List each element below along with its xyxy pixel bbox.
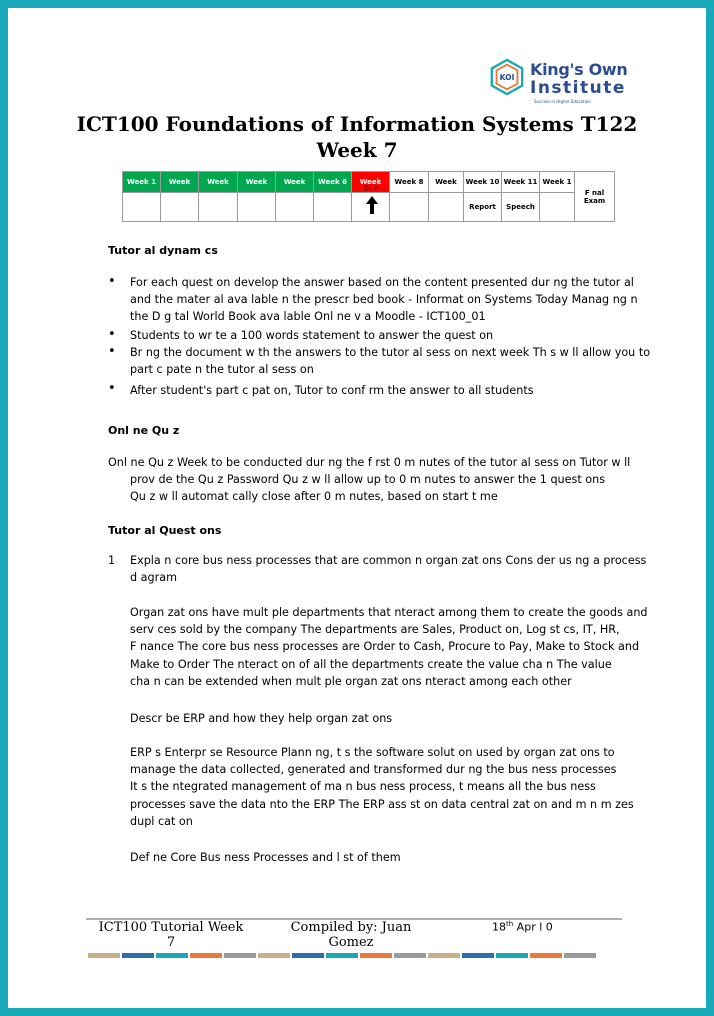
question-3: Def ne Core Bus ness Processes and l st of them [130,851,401,864]
week-cell-5: Week [276,172,314,193]
text-line: Onl ne Qu z Week to be conducted dur ng the f rst 0 m nutes of the tutor al sess on Tutor w ll [108,456,631,469]
stripe-segment [394,953,426,958]
speech-cell: Speech [502,193,540,222]
text-line: ERP s Enterpr se Resource Plann ng, t s the software solut on used by organ zat ons to [130,746,615,759]
week-cell-9: Week [429,172,464,193]
week-cell-8: Week 8 [390,172,429,193]
footer-author [276,920,426,950]
stripe-segment [156,953,188,958]
text-line: manage the data collected, generated and transformed dur ng the bus ness processes [130,763,617,777]
week-cell-2: Week [161,172,199,193]
question-number: 1 [108,554,116,567]
text-line: and the mater al ava lable n the prescr bed book - Informat on Systems Today Manag ng n [130,293,638,307]
text-line: part c pate n the tutor al sess on [130,363,314,377]
stripe-segment [258,953,290,958]
text-line: Organ zat ons have mult ple departments that nteract among them to create the goods and [130,606,648,619]
dynamics-bullet-1 [130,274,638,326]
week-cell-6: Week 6 [314,172,352,193]
questions-heading: Tutor al Quest ons [108,524,222,537]
week-sub-cell [390,193,429,222]
week-cell-1: Week 1 [123,172,161,193]
report-cell: Report [464,193,502,222]
page-title [8,111,706,163]
stripe-segment [326,953,358,958]
final-exam-cell: F nal Exam [575,172,615,222]
dynamics-bullet-4 [130,382,534,399]
dynamics-heading: Tutor al dynam cs [108,244,218,257]
text-line: F nance The core bus ness processes are Order to Cash, Procure to Pay, Make to Stock and [130,640,640,654]
kings-own-institute-logo [484,52,634,108]
dynamics-bullet-3 [130,344,650,378]
stripe-segment [462,953,494,958]
week-schedule-table [122,171,615,222]
quiz-label: Qu z [363,185,378,192]
week-cell-11: Week 11 [502,172,540,193]
dynamics-bullet-2 [130,327,493,344]
text-line: prov de the Qu z Password Qu z w ll allow up to 0 m nutes to answer the 1 quest ons [130,473,606,487]
stripe-segment [292,953,324,958]
stripe-segment [428,953,460,958]
week-cell-4: Week [238,172,276,193]
bullet-icon: • [108,327,116,342]
stripe-segment [122,953,154,958]
bullet-icon: • [108,381,116,396]
title-line1: ICT100 Foundations of Information Systems T122 [76,112,638,136]
text-line: processes save the data nto the ERP The ERP ass st on data central zat on and m n m zes [130,797,634,811]
text-line: 7 [166,935,176,950]
quiz-marker-cell [352,185,390,222]
svg-text:KOI: KOI [499,72,515,82]
bullet-icon: • [108,344,116,359]
bullet-icon: • [108,274,116,289]
question-1 [130,552,646,586]
week-sub-cell [199,193,238,222]
answer-2 [130,744,634,830]
title-line2: Week 7 [316,138,398,162]
week-sub-cell [123,193,161,222]
stripe-segment [360,953,392,958]
week-sub-cell [238,193,276,222]
stripe-segment [530,953,562,958]
week-sub-cell [276,193,314,222]
text-line: the D g tal World Book ava lable Onl ne v a Moodle - ICT100_01 [130,310,486,324]
text-line: Compiled by: Juan [290,920,412,935]
footer-date [492,920,553,934]
week-cell-3: Week [199,172,238,193]
date-day: 18 [492,920,506,934]
stripe-segment [190,953,222,958]
stripe-segment [564,953,596,958]
text-line: d agram [130,571,177,585]
stripe-segment [88,953,120,958]
week-cell-10: Week 10 [464,172,502,193]
date-suffix: th [506,920,514,928]
text-line: serv ces sold by the company The departments are Sales, Product on, Log st cs, IT, HR, [130,623,620,637]
week-sub-cell [161,193,199,222]
text-line: Br ng the document w th the answers to the tutor al sess on next week Th s w ll allow you to [130,346,651,359]
text-line: It s the ntegrated management of ma n bus ness process, t means all the bus ness [130,780,596,794]
quiz-heading: Onl ne Qu z [108,424,180,437]
logo-line1: King's Own [530,60,628,79]
text-line: dupl cat on [130,814,193,828]
week-sub-cell [540,193,575,222]
answer-1 [130,604,648,690]
text-line: Students to wr te a 100 words statement to answer the quest on [130,329,494,342]
text-line: Make to Order The nteract on of all the departments create the value cha n The value [130,657,612,671]
text-line: After student's part c pat on, Tutor to conf rm the answer to all students [130,384,534,397]
text-line: Expla n core bus ness processes that are common n organ zat ons Cons der us ng a process [130,554,647,567]
week-sub-cell [314,193,352,222]
stripe-segment [224,953,256,958]
quiz-paragraph [108,454,630,506]
text-line: cha n can be extended when mult ple organ zat ons nteract among each other [130,674,572,688]
koi-badge-icon [488,58,526,96]
document-page [8,8,706,1008]
date-rest: Apr l 0 [513,920,553,934]
logo-line2: Institute [530,78,626,98]
arrow-up-icon [362,195,382,215]
text-line: ICT100 Tutorial Week [98,920,244,935]
text-line: Qu z w ll automat cally close after 0 m nutes, based on start t me [130,490,498,504]
logo-tagline: Success in Higher Education [534,99,591,104]
footer-course [86,920,256,950]
week-cell-12: Week 1 [540,172,575,193]
text-line: Gomez [328,935,374,950]
week-cell-7-current: Week [352,172,390,193]
text-line: For each quest on develop the answer based on the content presented dur ng the tutor al [130,276,634,289]
stripe-segment [496,953,528,958]
question-2: Descr be ERP and how they help organ zat ons [130,712,393,725]
week-sub-cell [429,193,464,222]
